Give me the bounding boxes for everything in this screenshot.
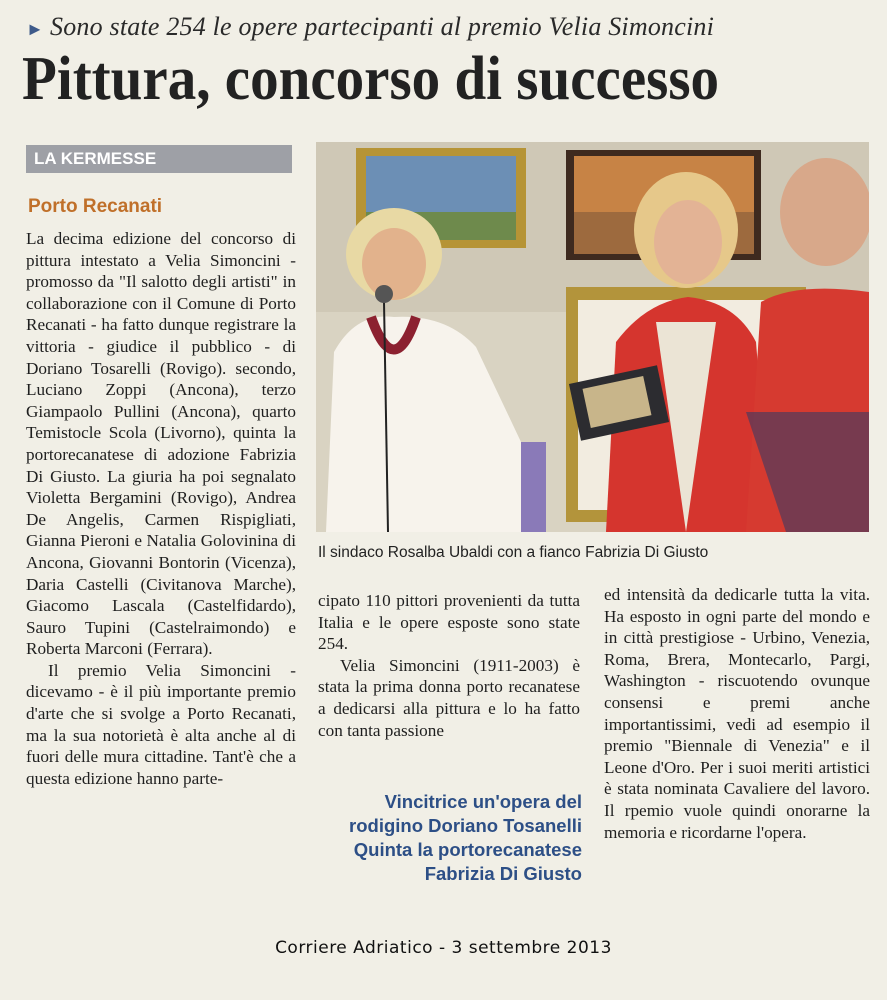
kicker-text: Sono state 254 le opere partecipanti al premio Velia Simoncini — [50, 12, 715, 41]
triangle-bullet-icon: ► — [26, 19, 45, 39]
event-photo — [316, 142, 869, 532]
paragraph: cipato 110 pittori provenienti da tutta Italia e le opere esposte sono state 254. — [318, 591, 580, 654]
dateline-location: Porto Recanati — [28, 196, 163, 217]
paragraph: ed intensità da dedicarle tutta la vita. Ha esposto in ogni parte del mondo e in città prestigiose - Urbino, Venezia, Roma, Brera, Montecarlo, Pargi, Washington - riscuotendo ovunque consensi e premi anche importantissimi, vedi ad esempio il premio "Biennale di Venezia" e il Leone d'Oro. Per i suoi meriti artistici è stata nominata Cavaliere del lavoro. Il rpemio vuole quindi onorarne la memoria e ricordarne l'opera. — [604, 585, 870, 842]
kicker — [26, 12, 714, 42]
section-label: LA KERMESSE — [26, 145, 292, 173]
source-citation: Corriere Adriatico - 3 settembre 2013 — [275, 938, 612, 958]
headline: Pittura, concorso di successo — [22, 45, 720, 113]
paragraph: Il premio Velia Simoncini - dicevamo - è il più importante premio d'arte che si svolge a Porto Recanati, ma la sua notorietà è alta anche al di fuori delle mura cittadine. Tant'è che a questa edizione hanno parte- — [26, 660, 296, 788]
photo-caption: Il sindaco Rosalba Ubaldi con a fianco Fabrizia Di Giusto — [318, 544, 709, 561]
paragraph: La decima edizione del concorso di pittura intestato a Velia Simoncini - promosso da "Il salotto degli artisti" in collaborazione con il Comune di Porto Recanati - ha fatto dunque registrare la vittoria - giudice il pubblico - di Doriano Tosarelli (Rovigo). secondo, Luciano Zoppi (Ancona), terzo Giampaolo Pullini (Ancona), quarto Temistocle Scola (Livorno), quinta la portorecanatese di adozione Fabrizia Di Giusto. La giuria ha poi segnalato Violetta Bergamini (Rovigo), Andrea De Angelis, Carmen Rispigliati, Gianna Pieroni e Natalia Golovinina di Ancona, Giovanni Bontorin (Vicenza), Daria Castelli (Civitanova Marche), Giacomo Lascala (Castelfidardo), Sauro Tupini (Castelraimondo) e Roberta Marconi (Ferrara). — [26, 229, 296, 659]
photo-illustration — [316, 142, 869, 532]
article-column-3 — [604, 584, 870, 843]
article-column-1 — [26, 228, 296, 789]
paragraph: Velia Simoncini (1911-2003) è stata la prima donna porto recanatese a dedicarsi alla pittura e lo ha fatto con tanta passione — [318, 655, 580, 740]
pull-quote: Vincitrice un'opera del rodigino Doriano Tosanelli Quinta la portorecanatese Fabrizia Di Giusto — [349, 791, 582, 884]
article-column-2 — [318, 590, 580, 741]
